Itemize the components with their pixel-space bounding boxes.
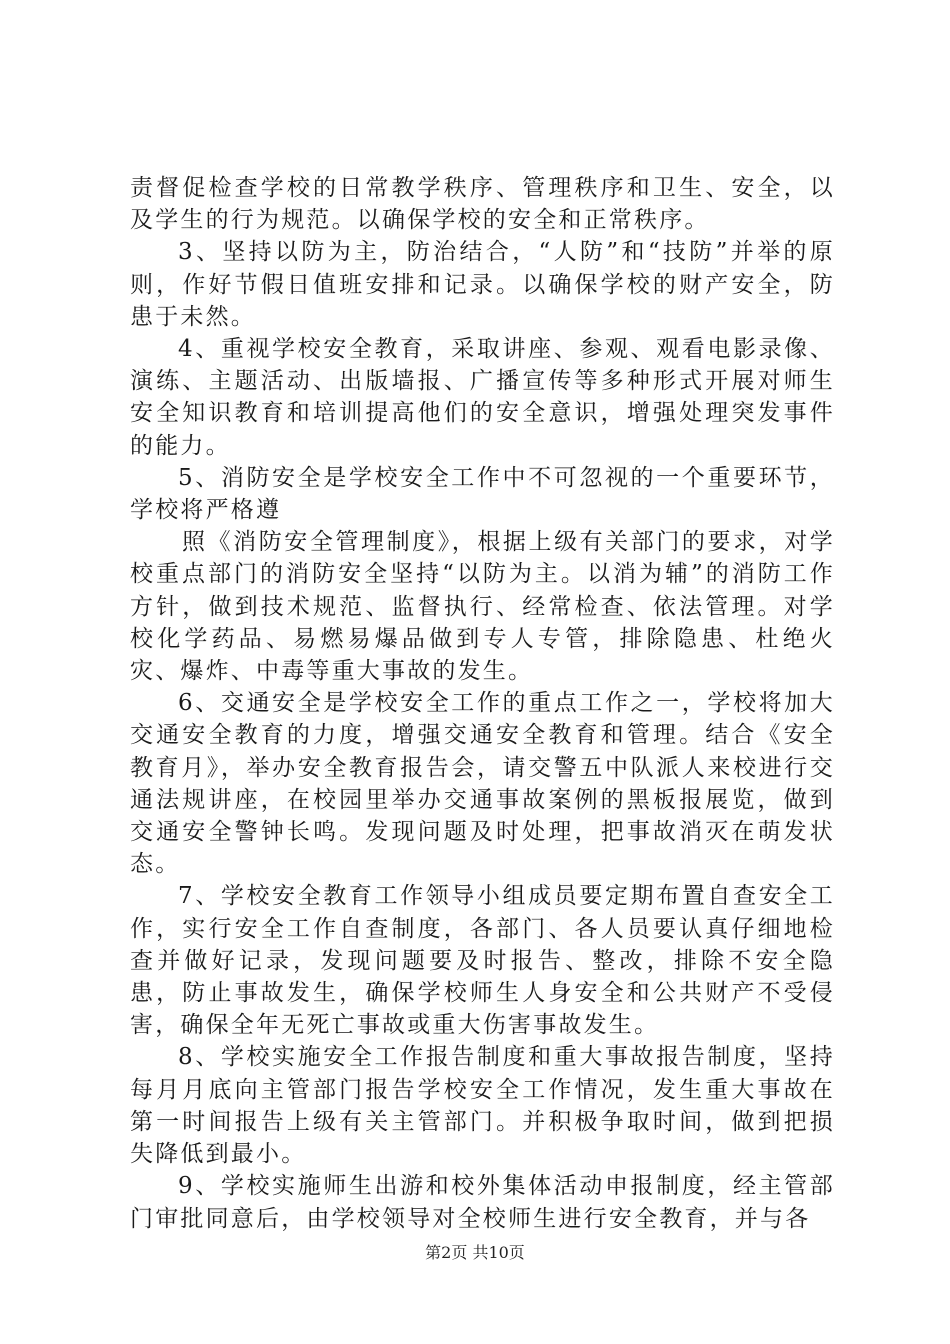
paragraph-item-5: 5、消防安全是学校安全工作中不可忽视的一个重要环节，学校将严格遵 — [130, 464, 835, 524]
paragraph-item-7: 7、学校安全教育工作领导小组成员要定期布置自查安全工作，实行安全工作自查制度，各部门、各人员要认真仔细地检查并做好记录，发现问题要及时报告、整改，排除不安全隐患，防止事故发生，确保学校师生人身安全和公共财产不受侵害，确保全年无死亡事故或重大伤害事故发生。 — [130, 883, 835, 1039]
document-body — [130, 172, 835, 1235]
paragraph-item-8: 8、学校实施安全工作报告制度和重大事故报告制度，坚持每月月底向主管部门报告学校安全工作情况，发生重大事故在第一时间报告上级有关主管部门。并积极争取时间，做到把损失降低到最小。 — [130, 1044, 835, 1168]
paragraph-item-5-continued: 照《消防安全管理制度》，根据上级有关部门的要求，对学校重点部门的消防安全坚持“以防为主。以消为辅”的消防工作方针，做到技术规范、监督执行、经常检查、依法管理。对学校化学药品、易燃易爆品做到专人专管，排除隐患、杜绝火灾、爆炸、中毒等重大事故的发生。 — [130, 529, 835, 685]
paragraph-item-9: 9、学校实施师生出游和校外集体活动申报制度，经主管部门审批同意后，由学校领导对全校师生进行安全教育，并与各 — [130, 1173, 835, 1232]
paragraph-item-4: 4、重视学校安全教育，采取讲座、参观、观看电影录像、演练、主题活动、出版墙报、广播宣传等多种形式开展对师生安全知识教育和培训提高他们的安全意识，增强处理突发事件的能力。 — [130, 336, 835, 459]
paragraph-item-3: 3、坚持以防为主，防治结合，“人防”和“技防”并举的原则，作好节假日值班安排和记录。以确保学校的财产安全，防患于未然。 — [130, 239, 835, 330]
page-number-footer: 第2页 共10页 — [425, 1243, 525, 1262]
paragraph-continuation: 责督促检查学校的日常教学秩序、管理秩序和卫生、安全，以及学生的行为规范。以确保学校的安全和正常秩序。 — [130, 175, 835, 234]
paragraph-item-6: 6、交通安全是学校安全工作的重点工作之一，学校将加大交通安全教育的力度，增强交通安全教育和管理。结合《安全教育月》，举办安全教育报告会，请交警五中队派人来校进行交通法规讲座，在校园里举办交通事故案例的黑板报展览，做到交通安全警钟长鸣。发现问题及时处理，把事故消灭在萌发状态。 — [130, 690, 835, 878]
